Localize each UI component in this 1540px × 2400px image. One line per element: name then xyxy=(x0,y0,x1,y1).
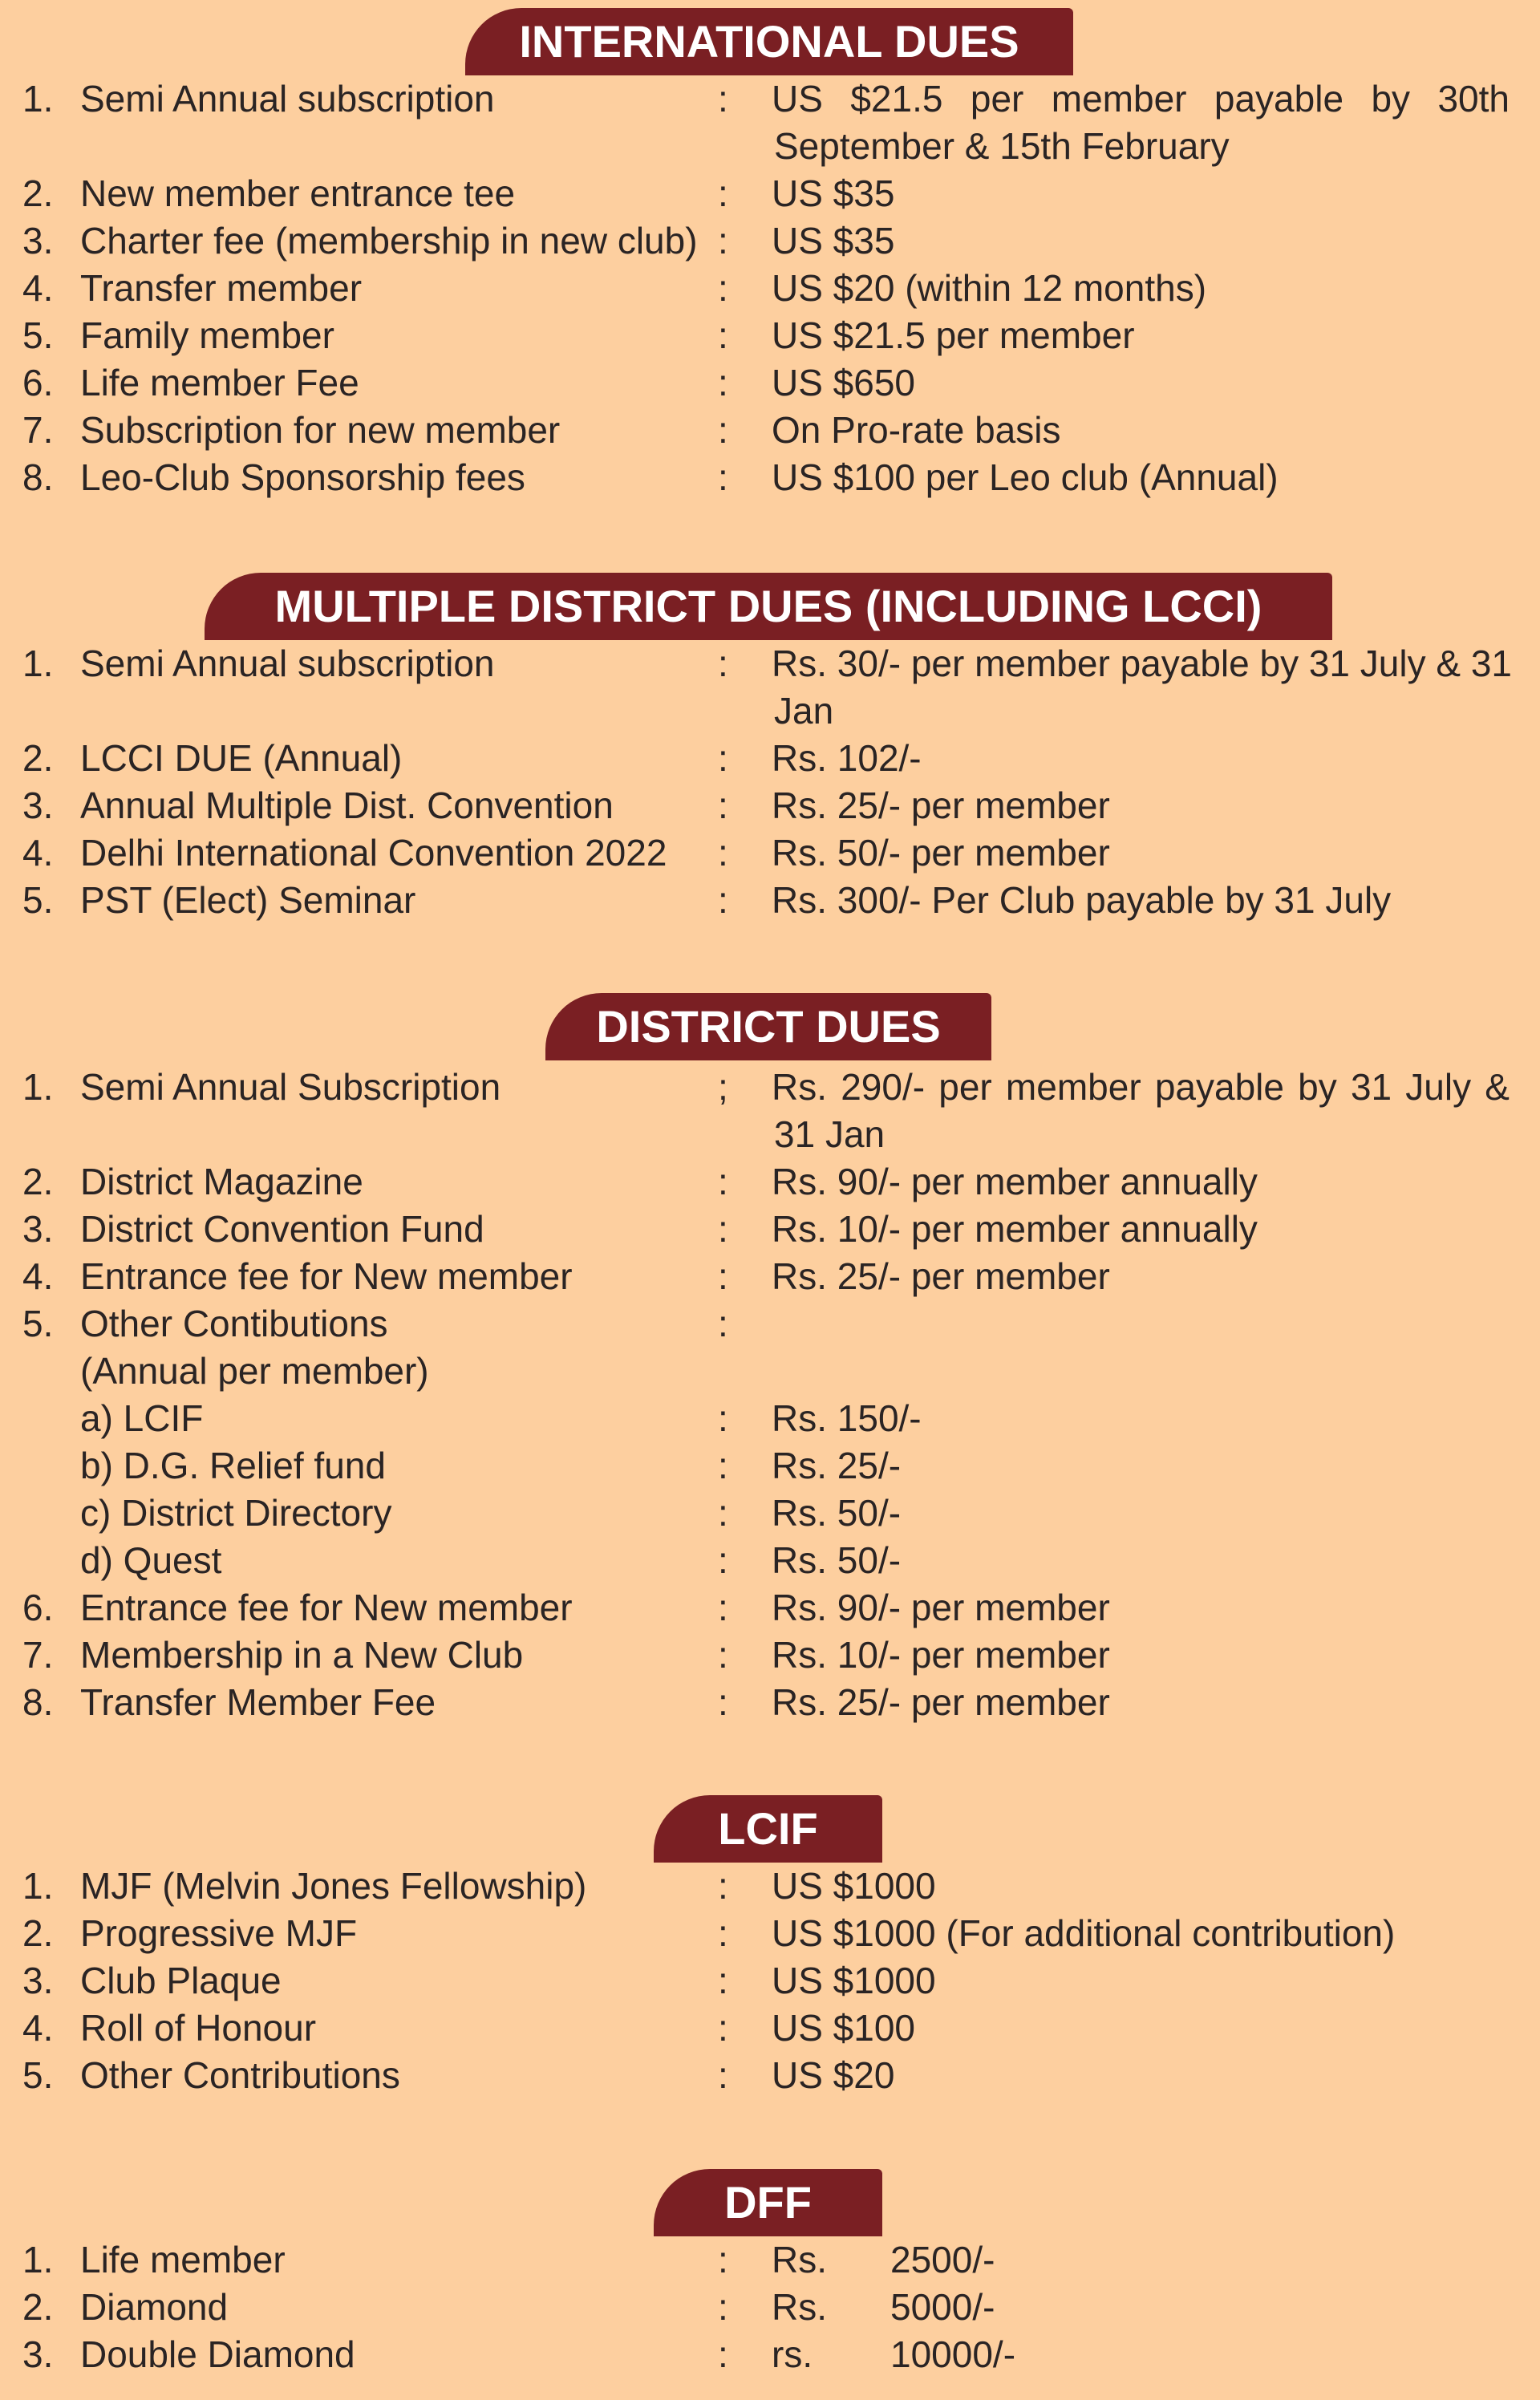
item-separator: : xyxy=(718,1587,728,1628)
item-separator: : xyxy=(718,2007,728,2049)
subitem-label: a) LCIF xyxy=(80,1397,204,1439)
list-item xyxy=(0,829,1540,877)
item-label: Roll of Honour xyxy=(80,2007,317,2049)
list-item xyxy=(0,2005,1540,2052)
item-separator: : xyxy=(718,2054,728,2096)
list-item xyxy=(0,2284,1540,2331)
item-amount: 2500/- xyxy=(890,2239,995,2280)
item-number: 3. xyxy=(22,2333,54,2375)
list-item xyxy=(0,2236,1540,2284)
item-label: Annual Multiple Dist. Convention xyxy=(80,784,614,826)
item-number: 5. xyxy=(22,314,54,356)
list-item xyxy=(0,454,1540,501)
item-label: District Convention Fund xyxy=(80,1208,484,1250)
item-number: 2. xyxy=(22,172,54,214)
item-value: Rs. 290/- per member payable by 31 July & xyxy=(772,1066,1510,1108)
item-value: Rs. 25/- per member xyxy=(772,1681,1110,1723)
item-value: US $20 xyxy=(772,2054,895,2096)
item-value-continuation: 31 Jan xyxy=(774,1113,886,1155)
item-value: On Pro-rate basis xyxy=(772,409,1061,451)
item-separator: : xyxy=(718,1445,728,1486)
item-value: Rs. 90/- per member xyxy=(772,1587,1110,1628)
item-value: US $35 xyxy=(772,172,895,214)
item-number: 3. xyxy=(22,1208,54,1250)
item-separator: : xyxy=(718,220,728,261)
item-number: 1. xyxy=(22,1066,54,1108)
item-number: 3. xyxy=(22,220,54,261)
item-separator: : xyxy=(718,737,728,779)
list-item xyxy=(0,1863,1540,1910)
item-label: MJF (Melvin Jones Fellowship) xyxy=(80,1865,587,1907)
item-label: LCCI DUE (Annual) xyxy=(80,737,403,779)
list-item xyxy=(0,2331,1540,2378)
item-label: Entrance fee for New member xyxy=(80,1255,573,1297)
item-label: Charter fee (membership in new club) xyxy=(80,220,698,261)
item-label: Subscription for new member xyxy=(80,409,561,451)
list-item xyxy=(0,265,1540,312)
item-separator: : xyxy=(718,1681,728,1723)
item-separator: : xyxy=(718,1492,728,1534)
list-subitem xyxy=(0,1395,1540,1442)
list-item-continuation xyxy=(0,1348,1540,1395)
list-subitem xyxy=(0,1442,1540,1490)
item-label: Life member Fee xyxy=(80,362,359,403)
item-number: 2. xyxy=(22,2286,54,2328)
item-label: Progressive MJF xyxy=(80,1912,358,1954)
item-number: 1. xyxy=(22,643,54,684)
item-label: Family member xyxy=(80,314,334,356)
item-number: 8. xyxy=(22,1681,54,1723)
list-item xyxy=(0,359,1540,407)
item-number: 1. xyxy=(22,78,54,120)
list-item xyxy=(0,407,1540,454)
item-separator: : xyxy=(718,643,728,684)
item-separator: : xyxy=(718,362,728,403)
list-item xyxy=(0,75,1540,123)
item-label-continuation: (Annual per member) xyxy=(80,1350,429,1392)
item-label: Entrance fee for New member xyxy=(80,1587,573,1628)
item-separator: : xyxy=(718,1397,728,1439)
item-separator: : xyxy=(718,1912,728,1954)
list-item xyxy=(0,1584,1540,1632)
item-value: US $100 xyxy=(772,2007,916,2049)
item-value: Rs. 150/- xyxy=(772,1397,922,1439)
multiple-district-dues-section xyxy=(0,565,1540,924)
list-item xyxy=(0,1910,1540,1957)
list-item xyxy=(0,1158,1540,1206)
district-dues-section xyxy=(0,985,1540,1726)
subitem-label: d) Quest xyxy=(80,1539,222,1581)
item-number: 7. xyxy=(22,1634,54,1676)
item-separator: : xyxy=(718,456,728,498)
item-number: 2. xyxy=(22,737,54,779)
item-value: Rs. 90/- per member annually xyxy=(772,1161,1258,1202)
list-subitem xyxy=(0,1490,1540,1537)
item-label: Semi Annual subscription xyxy=(80,643,495,684)
item-number: 1. xyxy=(22,2239,54,2280)
item-label: Semi Annual subscription xyxy=(80,78,495,120)
item-separator: : xyxy=(718,172,728,214)
item-value: US $21.5 per member xyxy=(772,314,1135,356)
item-label: Double Diamond xyxy=(80,2333,355,2375)
item-separator: : xyxy=(718,1303,728,1344)
list-subitem xyxy=(0,1537,1540,1584)
item-separator: : xyxy=(718,879,728,921)
item-value: Rs. 30/- per member payable by 31 July & 31 xyxy=(772,643,1513,684)
item-number: 6. xyxy=(22,1587,54,1628)
item-number: 5. xyxy=(22,879,54,921)
item-label: Leo-Club Sponsorship fees xyxy=(80,456,525,498)
item-value: US $650 xyxy=(772,362,916,403)
list-item xyxy=(0,782,1540,829)
item-number: 4. xyxy=(22,832,54,874)
item-number: 5. xyxy=(22,1303,54,1344)
item-number: 8. xyxy=(22,456,54,498)
item-separator: : xyxy=(718,2286,728,2328)
international-dues-section xyxy=(0,0,1540,501)
item-number: 3. xyxy=(22,1960,54,2001)
item-label: Life member xyxy=(80,2239,286,2280)
item-value: US $20 (within 12 months) xyxy=(772,267,1207,309)
item-separator: : xyxy=(718,1865,728,1907)
item-number: 2. xyxy=(22,1161,54,1202)
lcif-section xyxy=(0,1787,1540,2099)
item-value: US $1000 (For additional contribution) xyxy=(772,1912,1396,1954)
subitem-label: b) D.G. Relief fund xyxy=(80,1445,386,1486)
list-item xyxy=(0,170,1540,217)
item-separator: : xyxy=(718,78,728,120)
item-number: 6. xyxy=(22,362,54,403)
dff-section xyxy=(0,2161,1540,2378)
section-banner-dff: DFF xyxy=(654,2169,882,2236)
list-item xyxy=(0,735,1540,782)
currency-label: Rs. xyxy=(772,2239,827,2280)
item-value: Rs. 50/- xyxy=(772,1539,902,1581)
subitem-label: c) District Directory xyxy=(80,1492,392,1534)
list-item xyxy=(0,2052,1540,2099)
list-item xyxy=(0,1064,1540,1111)
item-number: 3. xyxy=(22,784,54,826)
item-value: US $21.5 per member payable by 30th xyxy=(772,78,1510,120)
section-banner-district-dues: DISTRICT DUES xyxy=(545,993,991,1060)
item-separator: : xyxy=(718,1539,728,1581)
list-item xyxy=(0,1679,1540,1726)
item-separator: : xyxy=(718,1208,728,1250)
item-separator: : xyxy=(718,409,728,451)
section-banner-international-dues: INTERNATIONAL DUES xyxy=(465,8,1073,75)
item-value: Rs. 50/- xyxy=(772,1492,902,1534)
list-item-continuation xyxy=(0,687,1540,735)
currency-label: Rs. xyxy=(772,2286,827,2328)
item-value: Rs. 10/- per member xyxy=(772,1634,1110,1676)
item-label: Other Contributions xyxy=(80,2054,400,2096)
section-banner-multiple-district-dues: MULTIPLE DISTRICT DUES (INCLUDING LCCI) xyxy=(205,573,1332,640)
item-label: Club Plaque xyxy=(80,1960,282,2001)
list-item-continuation xyxy=(0,1111,1540,1158)
item-separator: : xyxy=(718,1634,728,1676)
item-number: 5. xyxy=(22,2054,54,2096)
item-value: Rs. 10/- per member annually xyxy=(772,1208,1258,1250)
item-label: PST (Elect) Seminar xyxy=(80,879,416,921)
item-separator: : xyxy=(718,267,728,309)
item-number: 1. xyxy=(22,1865,54,1907)
currency-label: rs. xyxy=(772,2333,813,2375)
list-item xyxy=(0,1957,1540,2005)
item-separator: : xyxy=(718,784,728,826)
item-label: New member entrance tee xyxy=(80,172,516,214)
list-item xyxy=(0,1206,1540,1253)
item-number: 2. xyxy=(22,1912,54,1954)
item-value: Rs. 25/- per member xyxy=(772,1255,1110,1297)
item-label: Other Contibutions xyxy=(80,1303,388,1344)
item-value-continuation: Jan xyxy=(774,690,834,732)
list-item-continuation xyxy=(0,123,1540,170)
item-separator: : xyxy=(718,2333,728,2375)
item-label: Transfer Member Fee xyxy=(80,1681,436,1723)
item-number: 4. xyxy=(22,1255,54,1297)
item-separator: : xyxy=(718,1161,728,1202)
list-item xyxy=(0,312,1540,359)
item-number: 4. xyxy=(22,2007,54,2049)
list-item xyxy=(0,217,1540,265)
item-value: Rs. 25/- per member xyxy=(772,784,1110,826)
item-value: Rs. 300/- Per Club payable by 31 July xyxy=(772,879,1392,921)
item-separator: : xyxy=(718,2239,728,2280)
item-label: Semi Annual Subscription xyxy=(80,1066,501,1108)
item-value: Rs. 102/- xyxy=(772,737,922,779)
list-item xyxy=(0,640,1540,687)
item-label: District Magazine xyxy=(80,1161,363,1202)
list-item xyxy=(0,1632,1540,1679)
item-separator: ; xyxy=(718,1066,728,1108)
section-banner-lcif: LCIF xyxy=(654,1795,882,1863)
item-value: Rs. 50/- per member xyxy=(772,832,1110,874)
item-value-continuation: September & 15th February xyxy=(774,125,1230,167)
item-label: Delhi International Convention 2022 xyxy=(80,832,667,874)
item-amount: 5000/- xyxy=(890,2286,995,2328)
item-separator: : xyxy=(718,1255,728,1297)
list-item xyxy=(0,1253,1540,1300)
list-item xyxy=(0,1300,1540,1348)
item-amount: 10000/- xyxy=(890,2333,1016,2375)
list-item xyxy=(0,877,1540,924)
item-value: US $1000 xyxy=(772,1960,936,2001)
item-value: US $1000 xyxy=(772,1865,936,1907)
item-label: Membership in a New Club xyxy=(80,1634,524,1676)
item-value: US $100 per Leo club (Annual) xyxy=(772,456,1279,498)
item-value: Rs. 25/- xyxy=(772,1445,902,1486)
item-value: US $35 xyxy=(772,220,895,261)
item-separator: : xyxy=(718,832,728,874)
item-separator: : xyxy=(718,314,728,356)
item-number: 7. xyxy=(22,409,54,451)
item-separator: : xyxy=(718,1960,728,2001)
item-label: Diamond xyxy=(80,2286,229,2328)
item-number: 4. xyxy=(22,267,54,309)
item-label: Transfer member xyxy=(80,267,363,309)
